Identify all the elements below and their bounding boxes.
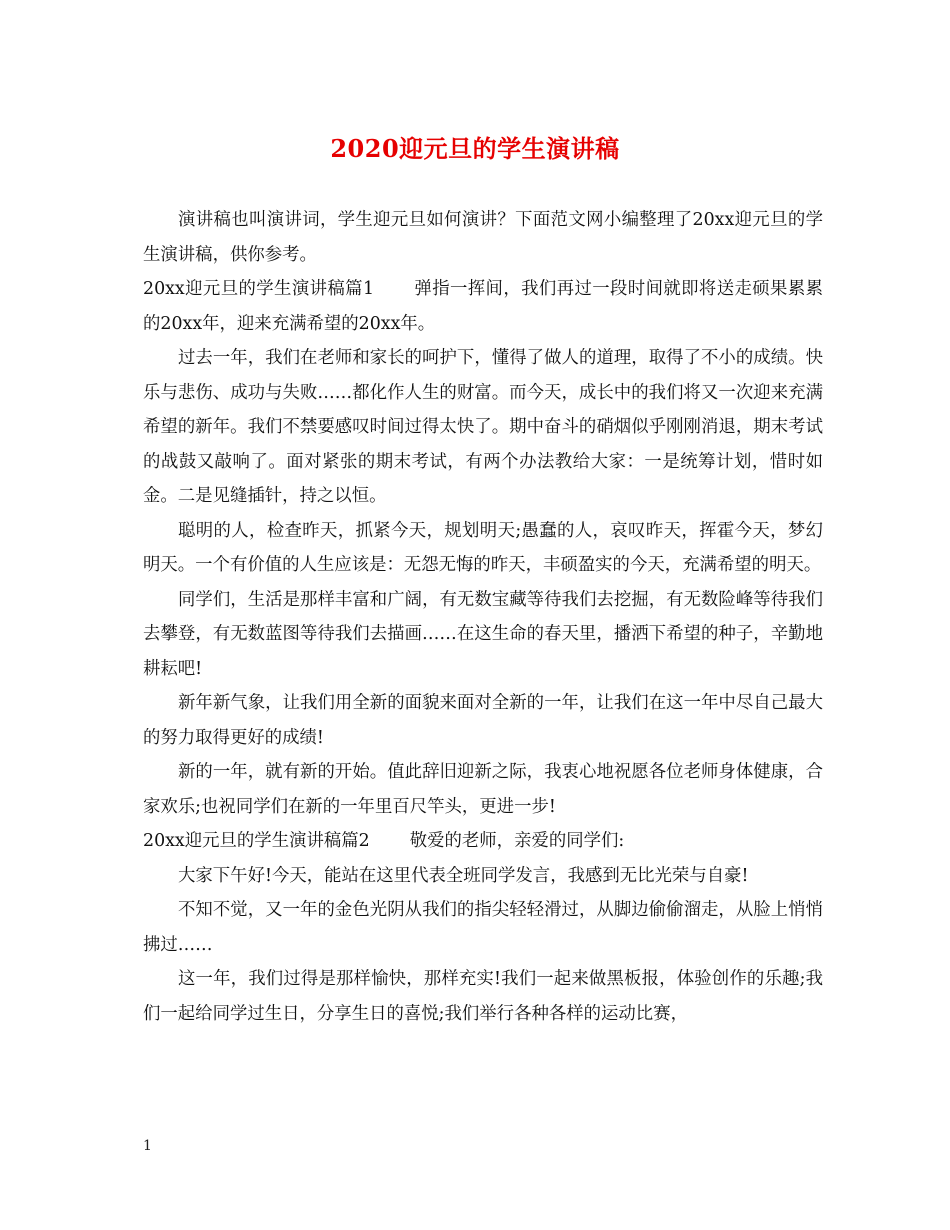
paragraph: 演讲稿也叫演讲词，学生迎元旦如何演讲？下面范文网小编整理了20xx迎元旦的学生演讲稿，供你参考。 xyxy=(143,210,823,265)
paragraph xyxy=(143,272,823,341)
paragraph: 过去一年，我们在老师和家长的呵护下，懂得了做人的道理，取得了不小的成绩。快乐与悲伤、成功与失败……都化作人生的财富。而今天，成长中的我们将又一次迎来充满希望的新年。我们不禁要感叹时间过得太快了。期中奋斗的硝烟似乎刚刚消退，期末考试的战鼓又敲响了。面对紧张的期末考试，有两个办法教给大家：一是统筹计划，惜时如金。二是见缝插针，持之以恒。 xyxy=(143,348,823,506)
paragraph: 新年新气象，让我们用全新的面貌来面对全新的一年，让我们在这一年中尽自己最大的努力取得更好的成绩! xyxy=(143,693,823,748)
section-heading: 20xx迎元旦的学生演讲稿篇2 xyxy=(143,831,370,851)
paragraph: 同学们，生活是那样丰富和广阔，有无数宝藏等待我们去挖掘，有无数险峰等待我们去攀登，有无数蓝图等待我们去描画……在这生命的春天里，播洒下希望的种子，辛勤地耕耘吧! xyxy=(143,589,823,679)
paragraph: 这一年，我们过得是那样愉快，那样充实!我们一起来做黑板报，体验创作的乐趣;我们一起给同学过生日，分享生日的喜悦;我们举行各种各样的运动比赛， xyxy=(143,969,823,1024)
paragraph: 聪明的人，检查昨天，抓紧今天，规划明天;愚蠢的人，哀叹昨天，挥霍今天，梦幻明天。一个有价值的人生应该是：无怨无悔的昨天，丰硕盈实的今天，充满希望的明天。 xyxy=(143,520,823,575)
document-title: 2020迎元旦的学生演讲稿 xyxy=(330,134,620,163)
paragraph xyxy=(143,824,823,859)
paragraph-text: 敬爱的老师，亲爱的同学们: xyxy=(409,831,625,851)
page-number: 1 xyxy=(143,1138,152,1154)
paragraph: 大家下午好!今天，能站在这里代表全班同学发言，我感到无比光荣与自豪! xyxy=(178,865,749,886)
document-body xyxy=(143,203,823,1031)
paragraph: 新的一年，就有新的开始。值此辞旧迎新之际，我衷心地祝愿各位老师身体健康，合家欢乐;也祝同学们在新的一年里百尺竿头，更进一步! xyxy=(143,762,823,817)
section-heading: 20xx迎元旦的学生演讲稿篇1 xyxy=(143,279,375,299)
paragraph: 不知不觉，又一年的金色光阴从我们的指尖轻轻滑过，从脚边偷偷溜走，从脸上悄悄拂过…… xyxy=(143,900,823,955)
paragraph-text: 弹指一挥间，我们再过一段时间就即将送走硕果累累的20xx年，迎来充满希望的20xx年。 xyxy=(143,279,823,334)
